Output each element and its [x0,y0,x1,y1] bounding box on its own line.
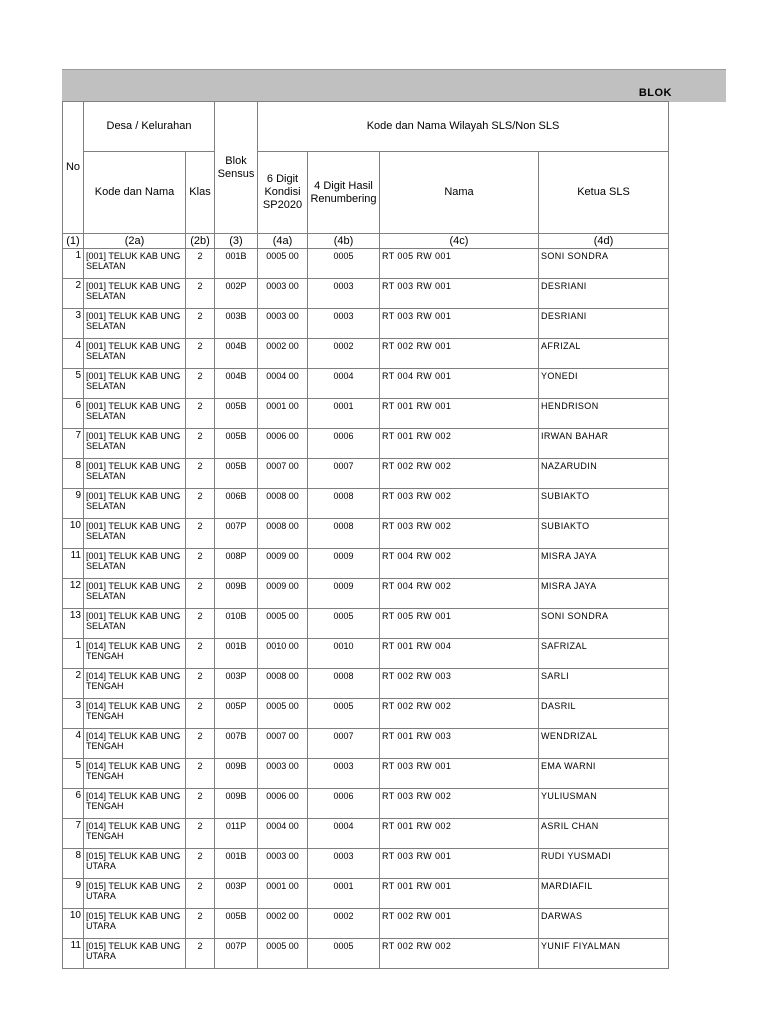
table-row [63,549,669,579]
row-blok-sensus: 008P [215,549,258,579]
row-desa: [001] TELUK KAB UNG SELATAN [84,429,186,459]
row-ketua-sls: YULIUSMAN [539,789,669,819]
header-kode-nama: Kode dan Nama [84,152,186,234]
row-desa: [014] TELUK KAB UNG TENGAH [84,699,186,729]
row-blok-sensus: 009B [215,759,258,789]
table-row [63,579,669,609]
row-desa: [001] TELUK KAB UNG SELATAN [84,489,186,519]
row-desa: [014] TELUK KAB UNG TENGAH [84,669,186,699]
table-row [63,609,669,639]
row-4-digit: 0002 [308,339,380,369]
row-klas: 2 [186,819,215,849]
row-blok-sensus: 001B [215,249,258,279]
table-row [63,789,669,819]
row-desa: [001] TELUK KAB UNG SELATAN [84,519,186,549]
row-ketua-sls: DARWAS [539,909,669,939]
row-4-digit: 0002 [308,909,380,939]
row-blok-sensus: 005P [215,699,258,729]
row-desa: [014] TELUK KAB UNG TENGAH [84,819,186,849]
sls-table [62,101,669,969]
row-desa: [014] TELUK KAB UNG TENGAH [84,639,186,669]
row-ketua-sls: WENDRIZAL [539,729,669,759]
row-blok-sensus: 005B [215,429,258,459]
row-4-digit: 0005 [308,699,380,729]
row-desa: [001] TELUK KAB UNG SELATAN [84,309,186,339]
row-4-digit: 0001 [308,399,380,429]
table-row [63,459,669,489]
row-ketua-sls: SONI SONDRA [539,609,669,639]
table-row [63,279,669,309]
row-klas: 2 [186,879,215,909]
row-4-digit: 0005 [308,609,380,639]
row-6-digit: 0008 00 [258,519,308,549]
row-nama-sls: RT 003 RW 002 [380,519,539,549]
row-no: 5 [63,759,84,789]
row-klas: 2 [186,249,215,279]
row-nama-sls: RT 002 RW 002 [380,459,539,489]
row-desa: [001] TELUK KAB UNG SELATAN [84,369,186,399]
row-4-digit: 0003 [308,759,380,789]
row-ketua-sls: DESRIANI [539,279,669,309]
row-desa: [015] TELUK KAB UNG UTARA [84,849,186,879]
row-ketua-sls: NAZARUDIN [539,459,669,489]
row-klas: 2 [186,939,215,969]
row-klas: 2 [186,549,215,579]
col-number: (2a) [84,234,186,249]
row-nama-sls: RT 003 RW 001 [380,759,539,789]
row-4-digit: 0005 [308,939,380,969]
row-ketua-sls: MISRA JAYA [539,579,669,609]
row-blok-sensus: 003B [215,309,258,339]
header-6-digit: 6 Digit Kondisi SP2020 [258,152,308,234]
row-6-digit: 0007 00 [258,459,308,489]
table-row [63,489,669,519]
row-klas: 2 [186,609,215,639]
row-nama-sls: RT 004 RW 002 [380,549,539,579]
row-4-digit: 0006 [308,429,380,459]
row-6-digit: 0001 00 [258,879,308,909]
row-blok-sensus: 009B [215,579,258,609]
row-no: 7 [63,429,84,459]
col-number: (2b) [186,234,215,249]
row-blok-sensus: 003P [215,669,258,699]
row-ketua-sls: DASRIL [539,699,669,729]
row-klas: 2 [186,639,215,669]
row-6-digit: 0005 00 [258,609,308,639]
row-no: 6 [63,789,84,819]
row-ketua-sls: YONEDI [539,369,669,399]
row-klas: 2 [186,369,215,399]
row-6-digit: 0007 00 [258,729,308,759]
row-6-digit: 0003 00 [258,279,308,309]
row-klas: 2 [186,279,215,309]
row-klas: 2 [186,519,215,549]
table-row [63,399,669,429]
header-klas: Klas [186,152,215,234]
row-blok-sensus: 011P [215,819,258,849]
row-ketua-sls: DESRIANI [539,309,669,339]
row-klas: 2 [186,429,215,459]
row-no: 3 [63,309,84,339]
row-klas: 2 [186,699,215,729]
row-ketua-sls: SAFRIZAL [539,639,669,669]
row-6-digit: 0010 00 [258,639,308,669]
table-row [63,429,669,459]
column-number-row [63,234,669,249]
row-6-digit: 0005 00 [258,249,308,279]
row-blok-sensus: 001B [215,849,258,879]
row-4-digit: 0004 [308,819,380,849]
table-row [63,909,669,939]
row-4-digit: 0006 [308,789,380,819]
table-row [63,249,669,279]
row-6-digit: 0002 00 [258,339,308,369]
row-4-digit: 0004 [308,369,380,399]
row-desa: [014] TELUK KAB UNG TENGAH [84,729,186,759]
row-4-digit: 0008 [308,669,380,699]
table-row [63,729,669,759]
row-desa: [015] TELUK KAB UNG UTARA [84,939,186,969]
row-6-digit: 0006 00 [258,789,308,819]
row-6-digit: 0004 00 [258,819,308,849]
row-blok-sensus: 003P [215,879,258,909]
row-6-digit: 0009 00 [258,579,308,609]
row-blok-sensus: 005B [215,399,258,429]
row-nama-sls: RT 003 RW 002 [380,489,539,519]
row-6-digit: 0002 00 [258,909,308,939]
row-no: 8 [63,849,84,879]
row-6-digit: 0004 00 [258,369,308,399]
row-ketua-sls: MISRA JAYA [539,549,669,579]
header-no: No [63,102,84,234]
row-4-digit: 0005 [308,249,380,279]
row-desa: [001] TELUK KAB UNG SELATAN [84,579,186,609]
row-no: 4 [63,729,84,759]
row-nama-sls: RT 002 RW 001 [380,909,539,939]
row-ketua-sls: AFRIZAL [539,339,669,369]
row-klas: 2 [186,669,215,699]
table-row [63,879,669,909]
table-row [63,759,669,789]
row-no: 9 [63,879,84,909]
table-row [63,939,669,969]
row-no: 10 [63,519,84,549]
row-no: 9 [63,489,84,519]
sheet-banner [62,69,726,102]
row-4-digit: 0001 [308,879,380,909]
row-nama-sls: RT 005 RW 001 [380,249,539,279]
row-ketua-sls: EMA WARNI [539,759,669,789]
row-4-digit: 0009 [308,549,380,579]
row-ketua-sls: RUDI YUSMADI [539,849,669,879]
table-row [63,339,669,369]
row-nama-sls: RT 005 RW 001 [380,609,539,639]
row-klas: 2 [186,309,215,339]
row-ketua-sls: SONI SONDRA [539,249,669,279]
row-blok-sensus: 002P [215,279,258,309]
row-klas: 2 [186,909,215,939]
row-klas: 2 [186,489,215,519]
row-no: 4 [63,339,84,369]
row-nama-sls: RT 003 RW 001 [380,279,539,309]
row-4-digit: 0003 [308,279,380,309]
row-4-digit: 0007 [308,459,380,489]
row-ketua-sls: IRWAN BAHAR [539,429,669,459]
row-no: 7 [63,819,84,849]
row-desa: [001] TELUK KAB UNG SELATAN [84,549,186,579]
row-ketua-sls: ASRIL CHAN [539,819,669,849]
row-klas: 2 [186,759,215,789]
row-6-digit: 0003 00 [258,759,308,789]
row-no: 2 [63,669,84,699]
header-desa: Desa / Kelurahan [84,102,215,152]
row-klas: 2 [186,339,215,369]
table-row [63,699,669,729]
row-blok-sensus: 001B [215,639,258,669]
row-ketua-sls: YUNIF FIYALMAN [539,939,669,969]
row-desa: [001] TELUK KAB UNG SELATAN [84,339,186,369]
row-6-digit: 0003 00 [258,309,308,339]
row-6-digit: 0008 00 [258,489,308,519]
row-4-digit: 0007 [308,729,380,759]
row-no: 1 [63,249,84,279]
row-6-digit: 0006 00 [258,429,308,459]
row-6-digit: 0005 00 [258,939,308,969]
row-4-digit: 0003 [308,849,380,879]
row-ketua-sls: MARDIAFIL [539,879,669,909]
row-desa: [014] TELUK KAB UNG TENGAH [84,789,186,819]
row-4-digit: 0008 [308,519,380,549]
row-blok-sensus: 007B [215,729,258,759]
row-klas: 2 [186,789,215,819]
row-6-digit: 0003 00 [258,849,308,879]
row-nama-sls: RT 002 RW 002 [380,699,539,729]
col-number: (1) [63,234,84,249]
row-nama-sls: RT 001 RW 004 [380,639,539,669]
row-blok-sensus: 005B [215,909,258,939]
row-no: 5 [63,369,84,399]
row-6-digit: 0009 00 [258,549,308,579]
row-ketua-sls: HENDRISON [539,399,669,429]
row-blok-sensus: 005B [215,459,258,489]
row-klas: 2 [186,849,215,879]
table-row [63,639,669,669]
header-blok-sensus: Blok Sensus [215,102,258,234]
row-4-digit: 0010 [308,639,380,669]
row-6-digit: 0001 00 [258,399,308,429]
table-row [63,519,669,549]
table-row [63,369,669,399]
row-no: 11 [63,939,84,969]
row-nama-sls: RT 001 RW 003 [380,729,539,759]
row-ketua-sls: SUBIAKTO [539,489,669,519]
row-desa: [015] TELUK KAB UNG UTARA [84,879,186,909]
row-blok-sensus: 006B [215,489,258,519]
row-nama-sls: RT 004 RW 002 [380,579,539,609]
row-desa: [015] TELUK KAB UNG UTARA [84,909,186,939]
table-row [63,849,669,879]
col-number: (4a) [258,234,308,249]
row-nama-sls: RT 004 RW 001 [380,369,539,399]
header-nama: Nama [380,152,539,234]
header-ketua: Ketua SLS [539,152,669,234]
row-desa: [001] TELUK KAB UNG SELATAN [84,609,186,639]
row-nama-sls: RT 003 RW 002 [380,789,539,819]
row-nama-sls: RT 002 RW 003 [380,669,539,699]
row-klas: 2 [186,579,215,609]
header-4-digit: 4 Digit Hasil Renumbering [308,152,380,234]
row-blok-sensus: 010B [215,609,258,639]
row-no: 8 [63,459,84,489]
row-no: 11 [63,549,84,579]
table-row [63,819,669,849]
col-number: (4b) [308,234,380,249]
row-nama-sls: RT 001 RW 001 [380,879,539,909]
row-blok-sensus: 007P [215,939,258,969]
row-nama-sls: RT 001 RW 002 [380,429,539,459]
row-blok-sensus: 007P [215,519,258,549]
col-number: (4d) [539,234,669,249]
row-nama-sls: RT 002 RW 001 [380,339,539,369]
table-row [63,309,669,339]
row-nama-sls: RT 001 RW 001 [380,399,539,429]
row-no: 12 [63,579,84,609]
row-no: 3 [63,699,84,729]
row-desa: [001] TELUK KAB UNG SELATAN [84,399,186,429]
row-blok-sensus: 009B [215,789,258,819]
row-klas: 2 [186,729,215,759]
row-4-digit: 0008 [308,489,380,519]
col-number: (3) [215,234,258,249]
row-blok-sensus: 004B [215,339,258,369]
header-wilayah: Kode dan Nama Wilayah SLS/Non SLS [258,102,669,152]
row-nama-sls: RT 002 RW 002 [380,939,539,969]
row-6-digit: 0005 00 [258,699,308,729]
row-desa: [001] TELUK KAB UNG SELATAN [84,249,186,279]
row-no: 10 [63,909,84,939]
row-no: 13 [63,609,84,639]
row-no: 6 [63,399,84,429]
row-ketua-sls: SARLI [539,669,669,699]
row-klas: 2 [186,459,215,489]
banner-title: BLOK [638,87,672,99]
row-desa: [014] TELUK KAB UNG TENGAH [84,759,186,789]
row-ketua-sls: SUBIAKTO [539,519,669,549]
col-number: (4c) [380,234,539,249]
row-4-digit: 0009 [308,579,380,609]
row-nama-sls: RT 001 RW 002 [380,819,539,849]
row-no: 1 [63,639,84,669]
row-6-digit: 0008 00 [258,669,308,699]
row-nama-sls: RT 003 RW 001 [380,309,539,339]
row-4-digit: 0003 [308,309,380,339]
row-no: 2 [63,279,84,309]
row-nama-sls: RT 003 RW 001 [380,849,539,879]
row-blok-sensus: 004B [215,369,258,399]
row-desa: [001] TELUK KAB UNG SELATAN [84,459,186,489]
table-row [63,669,669,699]
row-desa: [001] TELUK KAB UNG SELATAN [84,279,186,309]
row-klas: 2 [186,399,215,429]
